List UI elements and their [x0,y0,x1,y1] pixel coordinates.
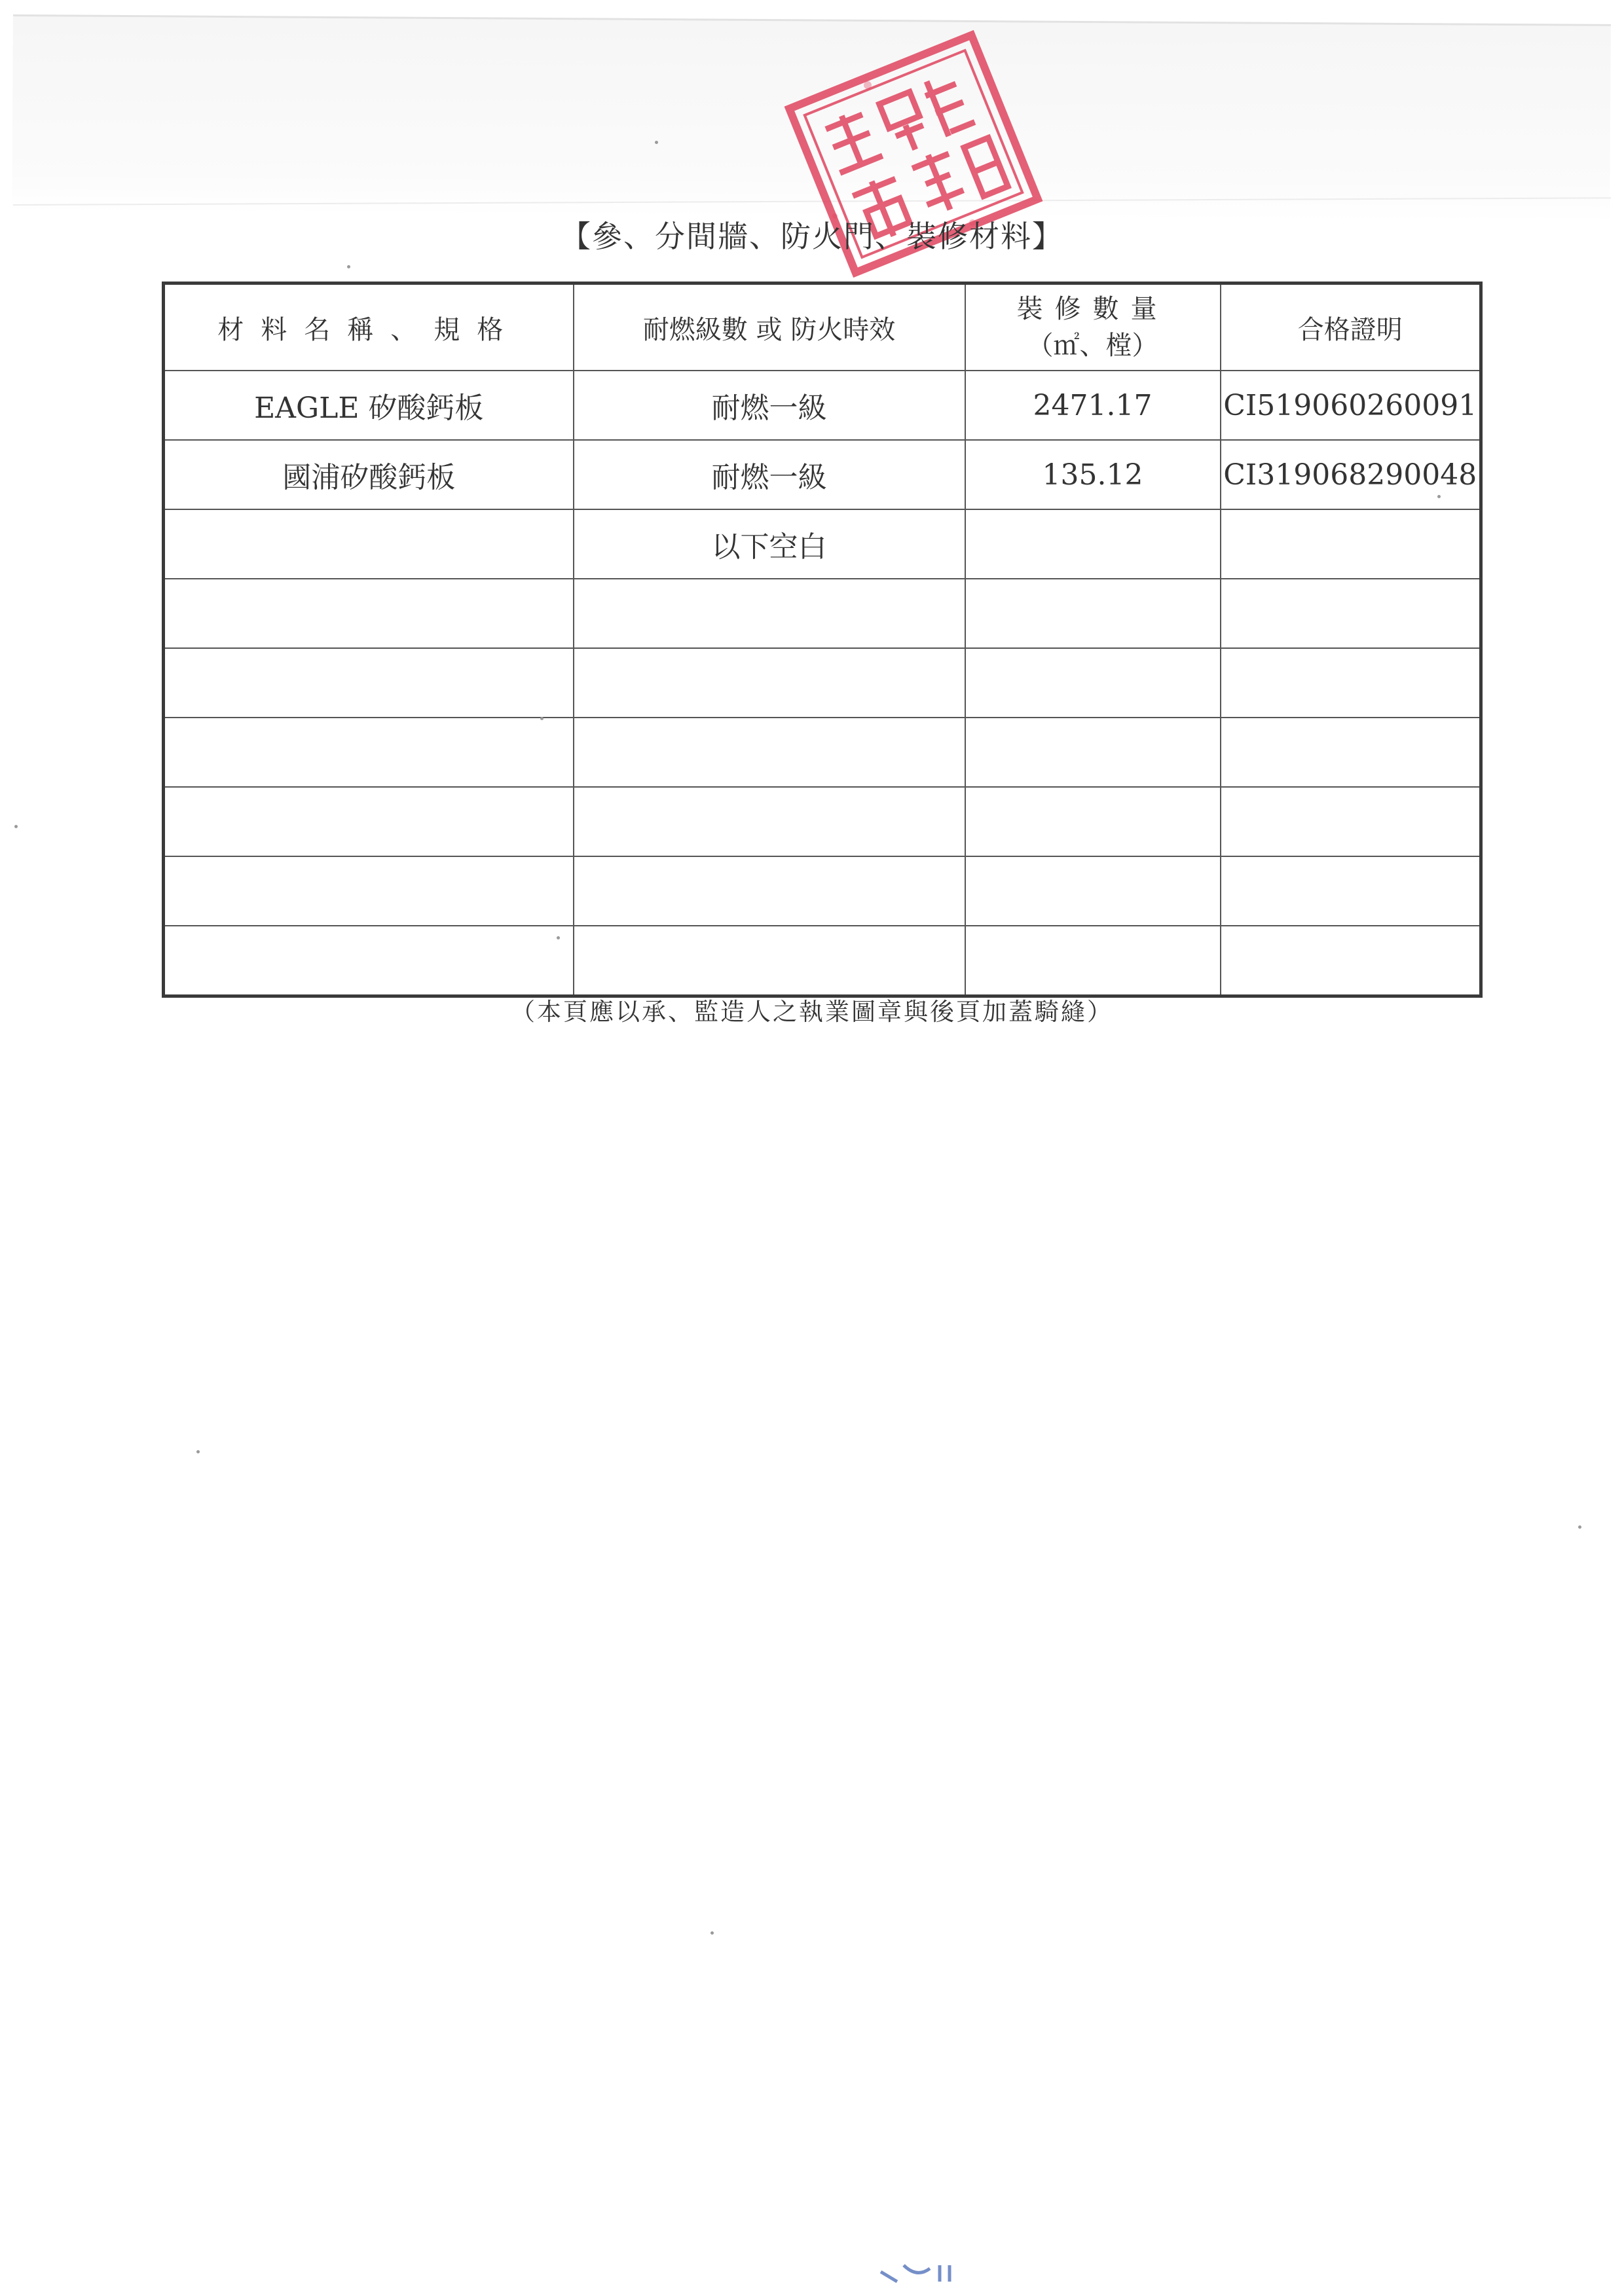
cell-material-name: EAGLE 矽酸鈣板 [164,371,574,440]
scan-speck [1437,495,1441,498]
cell-rating [574,856,965,926]
scan-speck [710,1931,714,1935]
cell-certificate [1221,579,1481,648]
cell-quantity [965,718,1221,787]
cell-material-name: 國浦矽酸鈣板 [164,440,574,509]
scan-speck [1578,1525,1581,1529]
cell-material-name [164,718,574,787]
cell-certificate [1221,787,1481,856]
table-row [164,509,1481,579]
cell-rating [574,648,965,718]
table-row [164,648,1481,718]
table-header-row [164,283,1481,371]
cell-quantity: 135.12 [965,440,1221,509]
partial-seal-mark-icon [877,2259,976,2285]
scan-speck [540,717,544,720]
header-quantity-line2: （㎡、樘） [1027,331,1158,361]
cell-certificate [1221,648,1481,718]
table-row [164,718,1481,787]
scan-speck [14,825,18,828]
header-quantity [965,283,1221,371]
cell-quantity [965,509,1221,579]
cell-quantity [965,787,1221,856]
header-rating: 耐燃級數 或 防火時效 [574,283,965,371]
cell-certificate: CI319068290048 [1221,440,1481,509]
cell-rating [574,787,965,856]
cell-quantity [965,926,1221,996]
header-material-name: 材料名稱、規格 [164,283,574,371]
page-title: 【參、分間牆、防火門、裝修材料】 [561,219,1063,254]
stamp-footnote: （本頁應以承、監造人之執業圖章與後頁加蓋騎縫） [511,998,1113,1026]
table-row [164,440,1481,509]
materials-table [162,282,1483,998]
cell-certificate [1221,856,1481,926]
table-row [164,371,1481,440]
cell-quantity: 2471.17 [965,371,1221,440]
cell-rating: 耐燃一級 [574,440,965,509]
scan-speck [655,141,658,144]
cell-material-name [164,787,574,856]
cell-quantity [965,856,1221,926]
cell-quantity [965,648,1221,718]
cell-material-name [164,648,574,718]
cell-certificate [1221,926,1481,996]
cell-rating [574,579,965,648]
scan-speck [196,1450,200,1453]
cell-material-name [164,579,574,648]
cell-rating [574,926,965,996]
cell-certificate: CI519060260091 [1221,371,1481,440]
cell-certificate [1221,718,1481,787]
header-quantity-line1: 裝修數量 [1016,294,1169,324]
cell-material-name [164,856,574,926]
scan-speck [347,265,350,268]
cell-material-name [164,926,574,996]
table-row [164,856,1481,926]
header-certificate: 合格證明 [1221,283,1481,371]
cell-rating: 耐燃一級 [574,371,965,440]
table-row [164,579,1481,648]
cell-rating: 以下空白 [574,509,965,579]
scan-speck [557,936,560,939]
table-row [164,787,1481,856]
table-row [164,926,1481,996]
cell-quantity [965,579,1221,648]
cell-rating [574,718,965,787]
cell-material-name [164,509,574,579]
cell-certificate [1221,509,1481,579]
